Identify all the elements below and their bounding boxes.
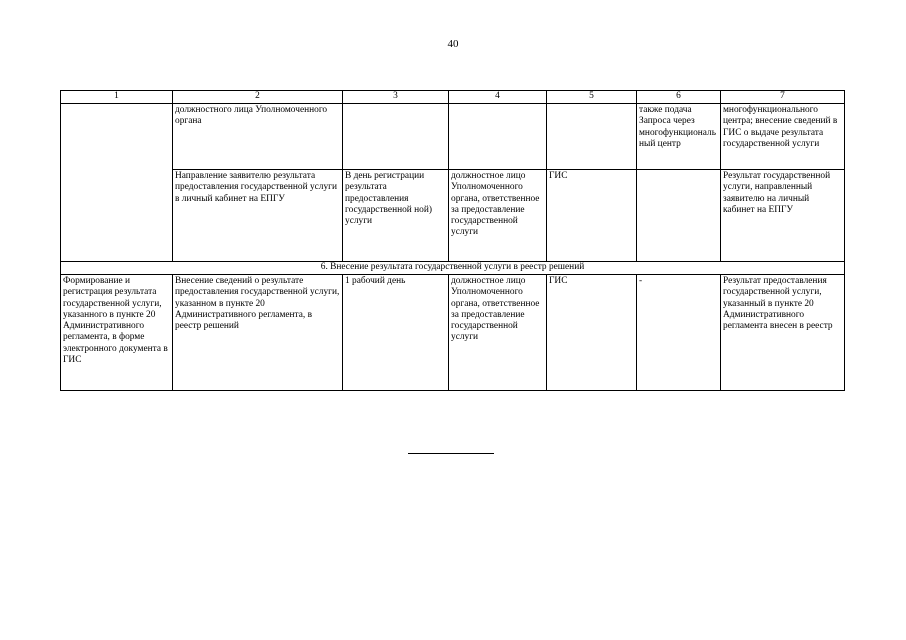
footer-divider bbox=[408, 453, 494, 454]
table-cell: Результат предоставления государственной услуги, указанный в пункте 20 Административного регламента внесен в реестр bbox=[721, 275, 845, 391]
table-cell: должностное лицо Уполномоченного органа, ответственное за предоставление государственной услуги bbox=[449, 275, 547, 391]
table-row bbox=[61, 170, 845, 262]
table-cell: многофункционального центра; внесение сведений в ГИС о выдаче результата государственной услуги bbox=[721, 104, 845, 170]
procedure-table bbox=[60, 90, 845, 391]
table-cell: Результат государственной услуги, направленный заявителю на личный кабинет на ЕПГУ bbox=[721, 170, 845, 262]
table-cell: ГИС bbox=[547, 275, 637, 391]
table-cell: ГИС bbox=[547, 170, 637, 262]
table-header-row bbox=[61, 91, 845, 104]
table-cell: должностного лица Уполномоченного органа bbox=[173, 104, 343, 170]
table-cell bbox=[343, 104, 449, 170]
column-header: 4 bbox=[449, 91, 547, 104]
section-title: 6. Внесение результата государственной услуги в реестр решений bbox=[61, 262, 845, 275]
table-cell: Направление заявителю результата предоставления государственной услуги в личный кабинет на ЕПГУ bbox=[173, 170, 343, 262]
table-cell: Внесение сведений о результате предоставления государственной услуги, указанном в пункте 20 Административного регламента, в реестр решений bbox=[173, 275, 343, 391]
table-cell bbox=[61, 104, 173, 262]
table-cell: 1 рабочий день bbox=[343, 275, 449, 391]
table-cell: Формирование и регистрация результата государственной услуги, указанного в пункте 20 Административного регламента, в форме электронного документа в ГИС bbox=[61, 275, 173, 391]
table-cell bbox=[637, 170, 721, 262]
table-cell: должностное лицо Уполномоченного органа, ответственное за предоставление государственной услуги bbox=[449, 170, 547, 262]
table-cell: - bbox=[637, 275, 721, 391]
section-header-row bbox=[61, 262, 845, 275]
table-cell bbox=[449, 104, 547, 170]
column-header: 1 bbox=[61, 91, 173, 104]
table-cell: В день регистрации результата предоставления государственной ной) услуги bbox=[343, 170, 449, 262]
column-header: 2 bbox=[173, 91, 343, 104]
table-row bbox=[61, 275, 845, 391]
table-row bbox=[61, 104, 845, 170]
column-header: 6 bbox=[637, 91, 721, 104]
page-number: 40 bbox=[447, 38, 459, 50]
table-cell: также подача Запроса через многофункциональный центр bbox=[637, 104, 721, 170]
column-header: 5 bbox=[547, 91, 637, 104]
table-cell bbox=[547, 104, 637, 170]
column-header: 7 bbox=[721, 91, 845, 104]
column-header: 3 bbox=[343, 91, 449, 104]
